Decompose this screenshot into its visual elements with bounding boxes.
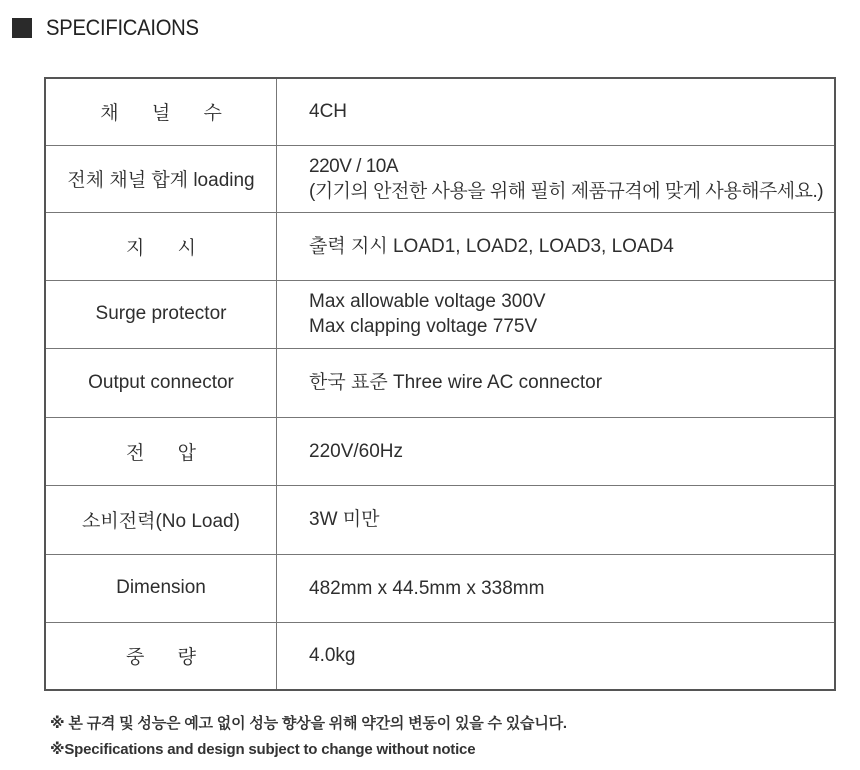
notice-english: ※Specifications and design subject to change without notice [50, 741, 476, 758]
row-value: 220V/60Hz [277, 417, 836, 485]
table-row [45, 485, 835, 554]
row-value: 220V / 10A (기기의 안전한 사용을 위해 필히 제품규격에 맞게 사용해주세요.) [277, 145, 836, 212]
row-label: 전체 채널 합계 loading [45, 145, 277, 212]
row-label: 채 널 수 [45, 78, 277, 145]
row-label: Output connector [45, 348, 277, 417]
notice-korean: ※ 본 규격 및 성능은 예고 없이 성능 향상을 위해 약간의 변동이 있을 수 있습니다. [50, 715, 567, 732]
row-label: Surge protector [45, 280, 277, 348]
row-label: Dimension [45, 554, 277, 622]
table-row [45, 622, 835, 690]
row-value: Max allowable voltage 300V Max clapping voltage 775V [277, 280, 836, 348]
table-row [45, 78, 835, 145]
spec-table [44, 77, 836, 691]
section-heading [12, 14, 212, 42]
row-value: 출력 지시 LOAD1, LOAD2, LOAD3, LOAD4 [277, 212, 836, 280]
row-value: 한국 표준 Three wire AC connector [277, 348, 836, 417]
row-value: 3W 미만 [277, 485, 836, 554]
row-value: 4.0kg [277, 622, 836, 690]
row-value: 4CH [277, 78, 836, 145]
row-label: 소비전력(No Load) [45, 485, 277, 554]
table-row [45, 417, 835, 485]
table-row [45, 348, 835, 417]
page-title: SPECIFICAIONS [46, 15, 199, 40]
table-row [45, 145, 835, 212]
table-row [45, 280, 835, 348]
row-label: 중 량 [45, 622, 277, 690]
row-label: 전 압 [45, 417, 277, 485]
table-row [45, 212, 835, 280]
row-value: 482mm x 44.5mm x 338mm [277, 554, 836, 622]
row-label: 지 시 [45, 212, 277, 280]
table-row [45, 554, 835, 622]
square-bullet-icon [12, 18, 32, 38]
